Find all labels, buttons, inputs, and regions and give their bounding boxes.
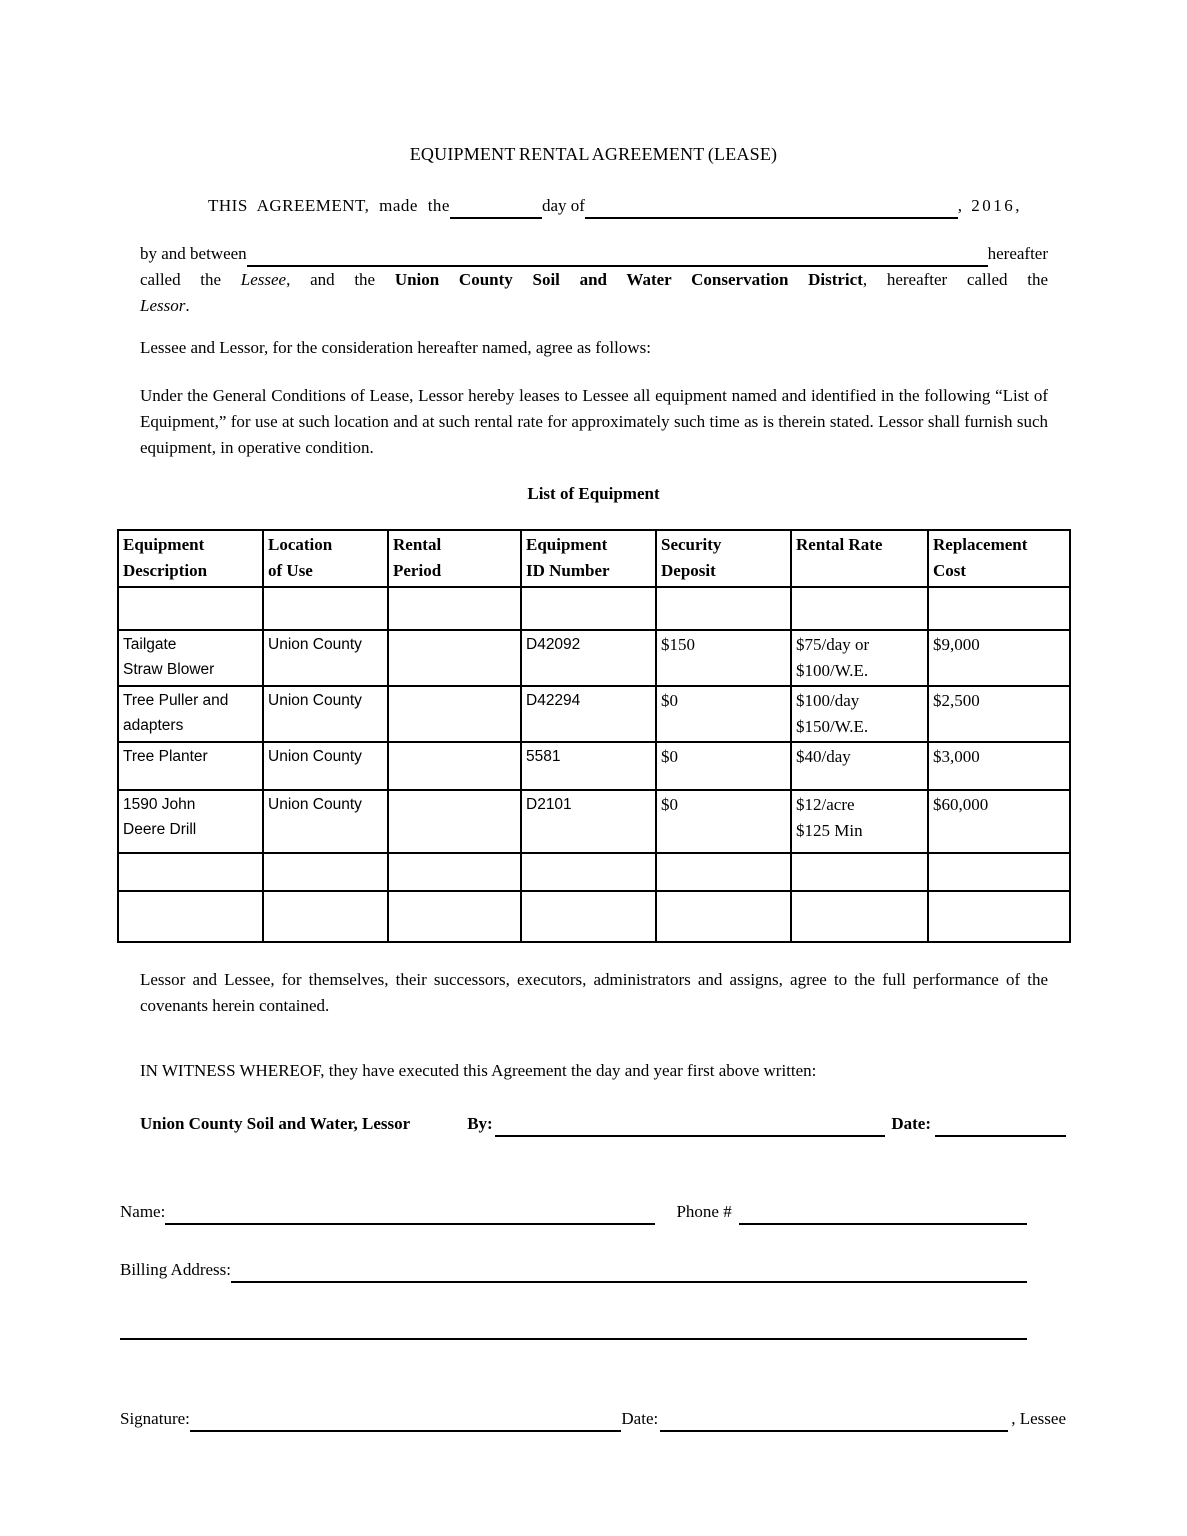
table-row	[118, 790, 1070, 853]
cell-description	[118, 686, 263, 742]
table-row	[118, 686, 1070, 742]
table-empty-row	[118, 853, 1070, 891]
header-line: Equipment	[123, 535, 205, 554]
col-header-rental-rate	[791, 530, 928, 587]
cell-rental-rate	[791, 630, 928, 686]
document-title: EQUIPMENT RENTAL AGREEMENT (LEASE)	[409, 144, 778, 164]
header-line: of Use	[268, 561, 313, 580]
billing-address-row	[120, 1257, 1027, 1283]
empty-cell	[928, 587, 1070, 630]
cell-security-deposit: $150	[656, 630, 791, 686]
opening-prefix-text: THIS AGREEMENT, made the	[208, 196, 450, 215]
called-the-text: called the	[140, 270, 241, 289]
cell-text: adapters	[123, 717, 184, 734]
empty-cell	[118, 853, 263, 891]
equipment-list-title: List of Equipment	[527, 484, 660, 503]
col-header-security-deposit	[656, 530, 791, 587]
empty-cell	[656, 891, 791, 942]
empty-cell	[263, 853, 388, 891]
covenants-paragraph: Lessor and Lessee, for themselves, their successors, executors, administrators and assigns, agree to the full performance of the covenants herein contained.	[140, 970, 1048, 1015]
day-of-text: day of	[541, 196, 585, 215]
witness-paragraph: IN WITNESS WHEREOF, they have executed this Agreement the day and year first above written:	[140, 1061, 817, 1080]
empty-cell	[521, 587, 656, 630]
lessor-name-label: Union County Soil and Water, Lessor	[140, 1114, 411, 1133]
empty-cell	[263, 891, 388, 942]
empty-cell	[388, 587, 521, 630]
cell-text: Tree Puller and	[123, 692, 229, 709]
header-line: Cost	[933, 561, 967, 580]
lessor-signature-row	[140, 1111, 1066, 1137]
header-line: Description	[123, 561, 208, 580]
by-and-between-text: by and between	[140, 244, 247, 263]
cell-text: $100/W.E.	[796, 661, 869, 680]
empty-cell	[388, 891, 521, 942]
cell-security-deposit: $0	[656, 790, 791, 853]
month-blank-field[interactable]	[585, 193, 958, 219]
phone-label: Phone #	[676, 1202, 732, 1221]
cell-text: $150/W.E.	[796, 717, 869, 736]
lessee-suffix-text: , Lessee	[1011, 1409, 1066, 1428]
empty-cell	[656, 853, 791, 891]
cell-id-number: D2101	[521, 790, 656, 853]
empty-cell	[791, 891, 928, 942]
cell-location: Union County	[263, 686, 388, 742]
signature-label: Signature:	[120, 1409, 190, 1428]
cell-description	[118, 630, 263, 686]
cell-description	[118, 742, 263, 790]
table-empty-row	[118, 891, 1070, 942]
cell-text: $125 Min	[796, 821, 863, 840]
header-line: Period	[393, 561, 442, 580]
cell-text: Tree Planter	[123, 748, 208, 765]
cell-rental-rate	[791, 742, 928, 790]
cell-text: $100/day	[796, 691, 860, 710]
equipment-table	[117, 529, 1071, 943]
cell-description	[118, 790, 263, 853]
empty-cell	[928, 853, 1070, 891]
cell-id-number: D42092	[521, 630, 656, 686]
parties-line	[140, 241, 1048, 267]
cell-security-deposit: $0	[656, 742, 791, 790]
empty-cell	[388, 853, 521, 891]
cell-id-number: D42294	[521, 686, 656, 742]
cell-text: 1590 John	[123, 796, 196, 813]
cell-text: Straw Blower	[123, 661, 215, 678]
parties-paragraph	[140, 267, 1048, 293]
cell-replacement-cost: $9,000	[928, 630, 1070, 686]
lessee-signature-row	[120, 1406, 1066, 1432]
lessor-term-line	[140, 293, 1048, 319]
empty-cell	[263, 587, 388, 630]
cell-rental-period	[388, 790, 521, 853]
year-text: , 2016,	[957, 196, 1022, 215]
col-header-equipment-id	[521, 530, 656, 587]
by-label: By:	[467, 1114, 493, 1133]
lessor-date-blank-field[interactable]	[935, 1111, 1066, 1137]
cell-security-deposit: $0	[656, 686, 791, 742]
cell-replacement-cost: $3,000	[928, 742, 1070, 790]
hereafter-text: hereafter	[987, 244, 1048, 263]
billing-address-continuation-blank-field[interactable]	[120, 1338, 1027, 1340]
cell-rental-period	[388, 686, 521, 742]
col-header-location-of-use	[263, 530, 388, 587]
lessee-signature-blank-field[interactable]	[190, 1406, 622, 1432]
header-line: ID Number	[526, 561, 610, 580]
header-line: Rental	[393, 535, 442, 554]
cell-replacement-cost: $2,500	[928, 686, 1070, 742]
name-phone-row	[120, 1199, 1027, 1225]
header-line: Equipment	[526, 535, 608, 554]
lessee-term: Lessee	[240, 270, 287, 289]
hereafter-called-text: , hereafter called the	[862, 270, 1048, 289]
col-header-rental-period	[388, 530, 521, 587]
col-header-equipment-description	[118, 530, 263, 587]
name-blank-field[interactable]	[165, 1199, 655, 1225]
empty-cell	[791, 853, 928, 891]
lessor-by-blank-field[interactable]	[495, 1111, 886, 1137]
day-blank-field[interactable]	[450, 193, 542, 219]
table-header-row	[118, 530, 1070, 587]
billing-address-blank-field[interactable]	[231, 1257, 1027, 1283]
empty-cell	[521, 853, 656, 891]
cell-rental-period	[388, 630, 521, 686]
cell-text: $12/acre	[796, 795, 855, 814]
lessee-name-blank-field[interactable]	[247, 241, 988, 267]
header-line: Replacement	[933, 535, 1028, 554]
empty-cell	[521, 891, 656, 942]
header-line: Deposit	[661, 561, 716, 580]
empty-cell	[118, 891, 263, 942]
cell-rental-rate	[791, 790, 928, 853]
consideration-paragraph: Lessee and Lessor, for the consideration hereafter named, agree as follows:	[140, 338, 651, 357]
header-line: Rental Rate	[796, 535, 883, 554]
cell-id-number: 5581	[521, 742, 656, 790]
cell-rental-period	[388, 742, 521, 790]
district-name: Union County Soil and Water Conservation District	[394, 270, 863, 289]
empty-cell	[928, 891, 1070, 942]
col-header-replacement-cost	[928, 530, 1070, 587]
cell-text: $40/day	[796, 747, 851, 766]
cell-text: Deere Drill	[123, 821, 197, 838]
cell-location: Union County	[263, 630, 388, 686]
empty-cell	[791, 587, 928, 630]
lessor-date-label: Date:	[891, 1114, 931, 1133]
cell-location: Union County	[263, 742, 388, 790]
name-label: Name:	[120, 1202, 166, 1221]
empty-cell	[656, 587, 791, 630]
lessor-period: .	[185, 296, 190, 315]
table-row	[118, 742, 1070, 790]
cell-location: Union County	[263, 790, 388, 853]
header-line: Location	[268, 535, 333, 554]
empty-cell	[118, 587, 263, 630]
and-the-text: , and the	[286, 270, 395, 289]
billing-address-label: Billing Address:	[120, 1260, 231, 1279]
general-conditions-paragraph: Under the General Conditions of Lease, Lessor hereby leases to Lessee all equipment named and identified in the following “List of Equipment,” for use at such location and at such rental rate for approximately such time as is therein stated. Lessor shall furnish such equipment, in operative condition.	[140, 386, 1048, 457]
cell-text: $75/day or	[796, 635, 870, 654]
table-empty-row	[118, 587, 1070, 630]
lessee-date-blank-field[interactable]	[660, 1406, 1008, 1432]
header-line: Security	[661, 535, 722, 554]
cell-text: Tailgate	[123, 636, 177, 653]
cell-replacement-cost: $60,000	[928, 790, 1070, 853]
lessee-date-label: Date:	[621, 1409, 659, 1428]
table-row	[118, 630, 1070, 686]
cell-rental-rate	[791, 686, 928, 742]
opening-line	[208, 193, 1022, 219]
lessor-term: Lessor	[140, 296, 186, 315]
phone-blank-field[interactable]	[739, 1199, 1027, 1225]
